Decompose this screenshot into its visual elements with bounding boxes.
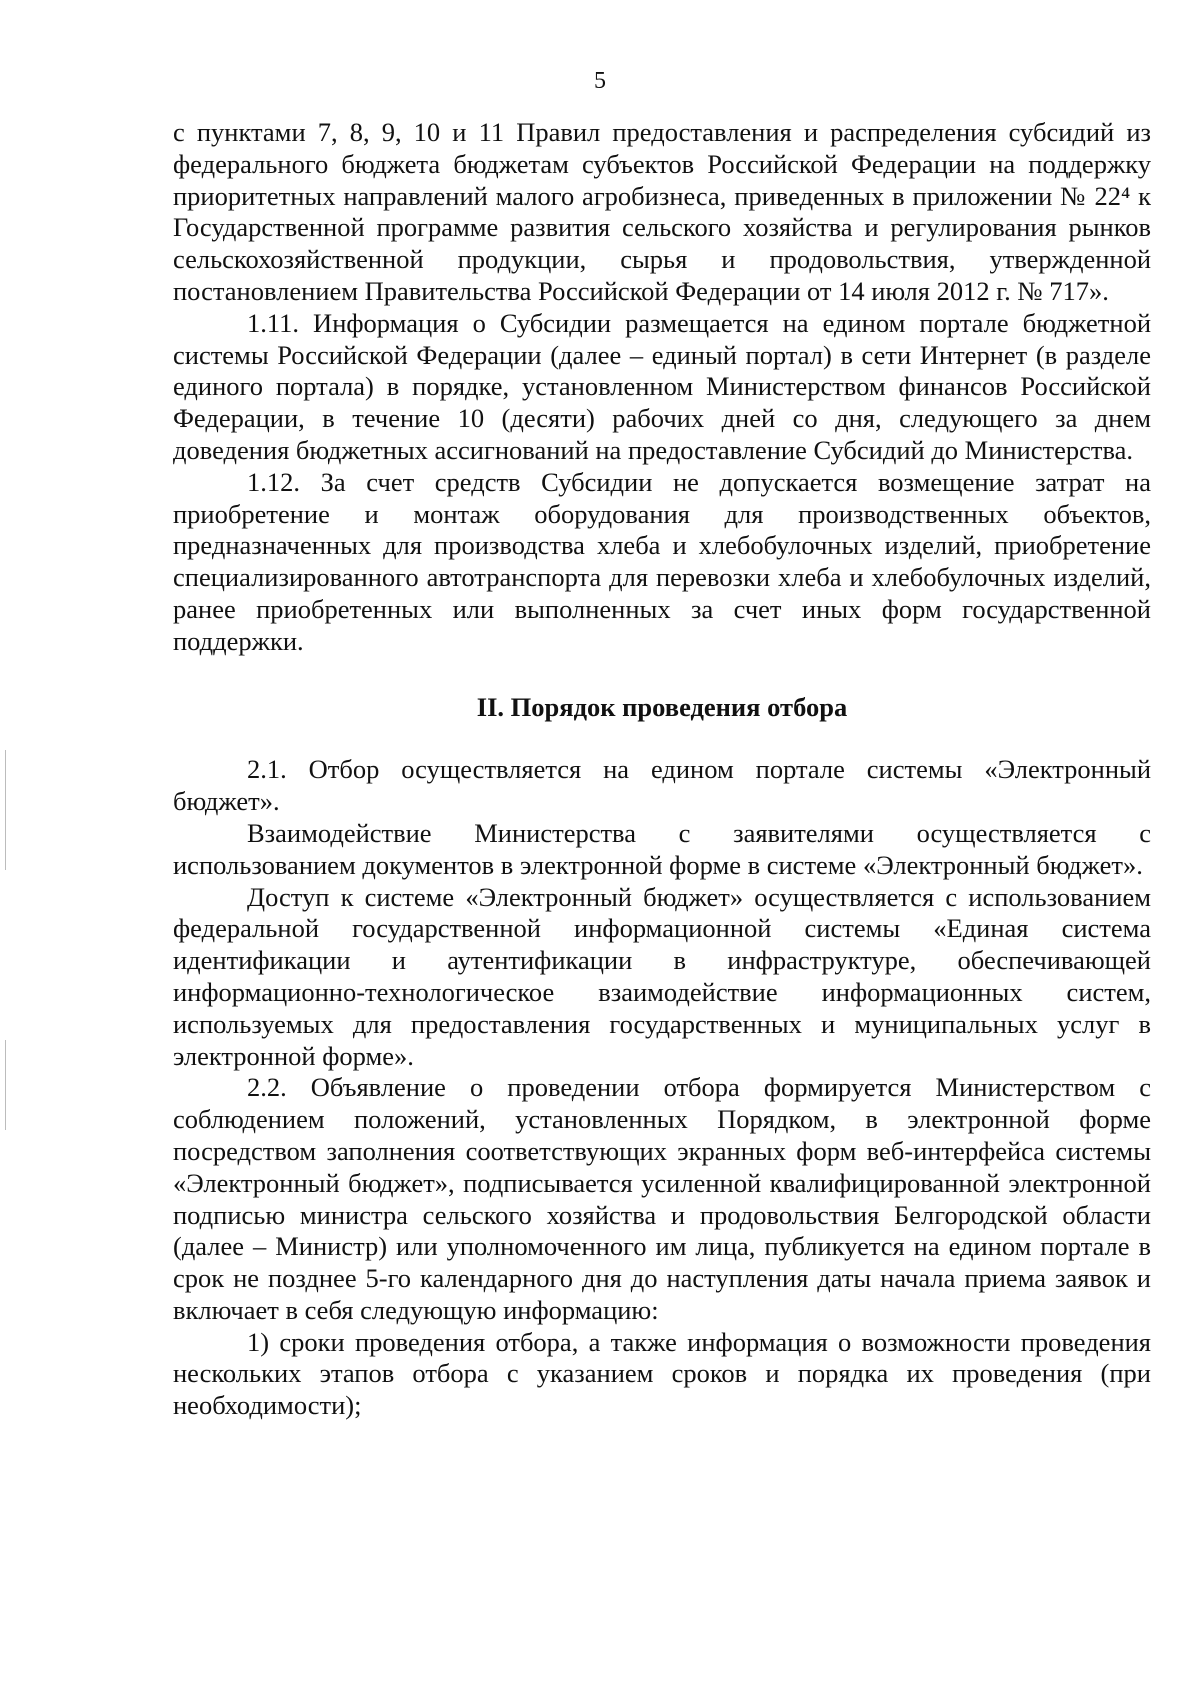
paragraph-access: Доступ к системе «Электронный бюджет» осуществляется с использованием федеральной государственной информационной системы «Единая система идентификации и аутентификации в инфраструктуре, обеспечивающей информационно-технологическое взаимодействие информационных систем, используемых для предоставления государственных и муниципальных услуг в электронной форме». bbox=[173, 881, 1151, 1071]
scan-edge-mark bbox=[5, 1040, 6, 1130]
paragraph-1-11: 1.11. Информация о Субсидии размещается на едином портале бюджетной системы Российской Федерации (далее – единый портал) в сети Интернет (в разделе единого портала) в порядке, установленном Министерством финансов Российской Федерации, в течение 10 (десяти) рабочих дней со дня, следующего за днем доведения бюджетных ассигнований на предоставление Субсидий до Министерства. bbox=[173, 307, 1151, 465]
paragraph-interaction: Взаимодействие Министерства с заявителями осуществляется с использованием документов в электронной форме в системе «Электронный бюджет». bbox=[173, 817, 1151, 880]
paragraph-continuation: с пунктами 7, 8, 9, 10 и 11 Правил предоставления и распределения субсидий из федерального бюджета бюджетам субъектов Российской Федерации на поддержку приоритетных направлений малого агробизнеса, приведенных в приложении № 22⁴ к Государственной программе развития сельского хозяйства и регулирования рынков сельскохозяйственной продукции, сырья и продовольствия, утвержденной постановлением Правительства Российской Федерации от 14 июля 2012 г. № 717». bbox=[173, 117, 1151, 306]
paragraph-1-12: 1.12. За счет средств Субсидии не допускается возмещение затрат на приобретение и монтаж оборудования для производственных объектов, предназначенных для производства хлеба и хлебобулочных изделий, приобретение специализированного автотранспорта для перевозки хлеба и хлебобулочных изделий, ранее приобретенных или выполненных за счет иных форм государственной поддержки. bbox=[173, 466, 1151, 656]
paragraph-2-2: 2.2. Объявление о проведении отбора формируется Министерством с соблюдением положений, установленных Порядком, в электронной форме посредством заполнения соответствующих экранных форм веб-интерфейса системы «Электронный бюджет», подписывается усиленной квалифицированной электронной подписью министра сельского хозяйства и продовольствия Белгородской области (далее – Министр) или уполномоченного им лица, публикуется на едином портале в срок не позднее 5-го календарного дня до наступления даты начала приема заявок и включает в себя следующую информацию: bbox=[173, 1072, 1151, 1325]
scan-edge-mark bbox=[5, 750, 6, 870]
section-heading: II. Порядок проведения отбора bbox=[476, 691, 848, 722]
paragraph-2-1: 2.1. Отбор осуществляется на едином портале системы «Электронный бюджет». bbox=[173, 754, 1151, 817]
page-number: 5 bbox=[594, 68, 606, 94]
document-body bbox=[173, 117, 1151, 1422]
list-item-1: 1) сроки проведения отбора, а также информация о возможности проведения нескольких этапов отбора с указанием сроков и порядка их проведения (при необходимости); bbox=[173, 1326, 1151, 1421]
